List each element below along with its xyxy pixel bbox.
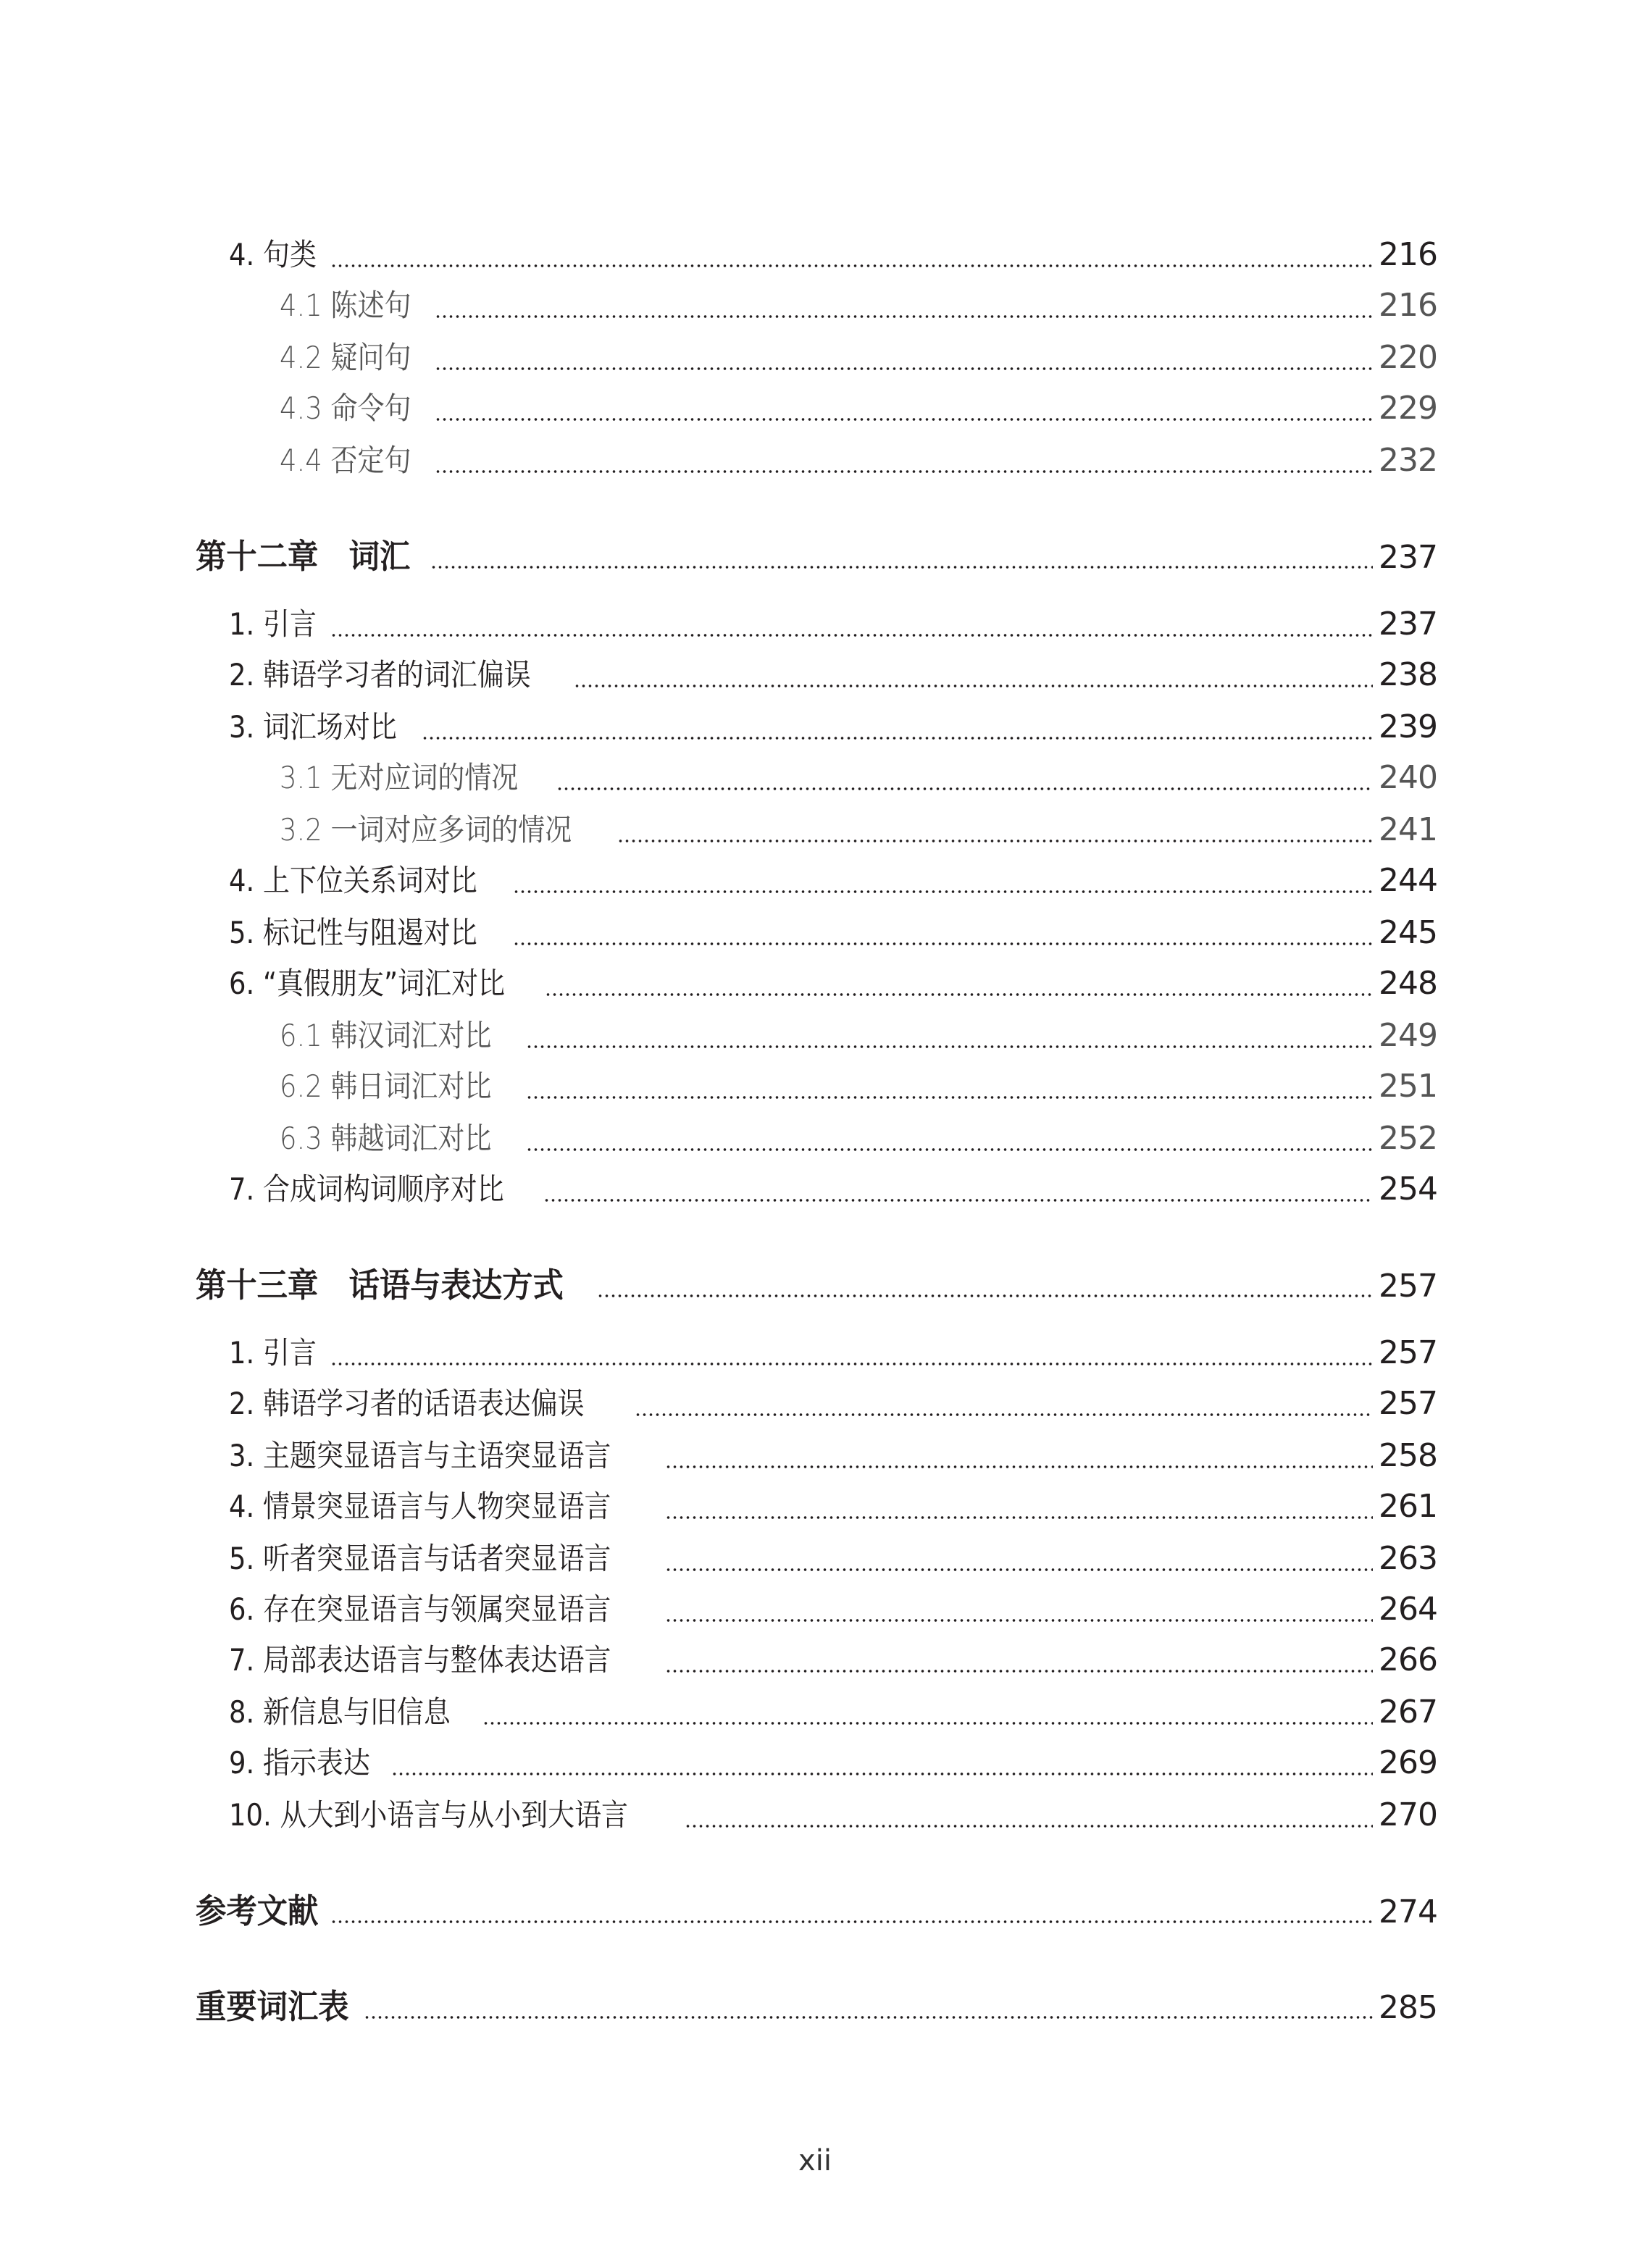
toc-entry-title: 5. 听者突显语言与话者突显语言: [229, 1541, 611, 1576]
toc-entry-page: 285: [1379, 1989, 1437, 2026]
toc-entry-title: 6. 存在突显语言与领属突显语言: [229, 1591, 611, 1627]
dot-leader: [526, 1147, 1373, 1152]
dot-leader: [574, 684, 1373, 688]
page-number: xii: [798, 2144, 832, 2177]
dot-leader: [665, 1669, 1373, 1673]
toc-chapter-entry[interactable]: [0, 535, 1437, 578]
dot-leader: [330, 1920, 1373, 1924]
dot-leader: [597, 1294, 1373, 1298]
toc-entry-title: 重要词汇表: [196, 1987, 349, 2026]
toc-entry-page: 257: [1379, 1385, 1437, 1422]
toc-entry-title: 1. 引言: [229, 1335, 317, 1371]
toc-entry-page: 239: [1379, 708, 1437, 745]
dot-leader: [513, 890, 1373, 894]
toc-entry[interactable]: [0, 756, 1437, 800]
toc-entry-title: 3.2 一词对应多词的情况: [280, 812, 572, 848]
toc-chapter-entry[interactable]: [0, 1263, 1437, 1307]
dot-leader: [330, 633, 1373, 637]
dot-leader: [685, 1824, 1373, 1828]
toc-entry-page: 237: [1379, 539, 1437, 576]
dot-leader: [665, 1515, 1373, 1520]
toc-entry-page: 269: [1379, 1744, 1437, 1781]
dot-leader: [435, 417, 1373, 422]
toc-entry-page: 232: [1379, 442, 1437, 479]
toc-entry-page: 267: [1379, 1694, 1437, 1731]
toc-entry[interactable]: [0, 336, 1437, 380]
toc-entry-page: 257: [1379, 1268, 1437, 1305]
toc-entry-page: 229: [1379, 390, 1437, 427]
toc-entry[interactable]: [0, 962, 1437, 1005]
toc-entry[interactable]: [0, 1014, 1437, 1058]
toc-entry-page: 251: [1379, 1068, 1437, 1105]
toc-entry[interactable]: [0, 1434, 1437, 1478]
toc-entry[interactable]: [0, 1537, 1437, 1581]
dot-leader: [665, 1465, 1373, 1469]
toc-entry-title: 2. 韩语学习者的词汇偏误: [229, 657, 531, 692]
toc-entry-title: 4. 上下位关系词对比: [229, 863, 477, 898]
toc-entry-title: 4. 句类: [229, 237, 317, 272]
toc-entry[interactable]: [0, 1382, 1437, 1426]
dot-leader: [391, 1772, 1373, 1776]
toc-entry[interactable]: [0, 1691, 1437, 1734]
toc-entry-page: 248: [1379, 965, 1437, 1002]
toc-entry-title: 4.4 否定句: [280, 443, 411, 478]
toc-entry[interactable]: [0, 439, 1437, 482]
toc-entry[interactable]: [0, 653, 1437, 697]
toc-chapter-entry[interactable]: [0, 1985, 1437, 2028]
toc-entry[interactable]: [0, 706, 1437, 749]
toc-entry-page: 240: [1379, 759, 1437, 796]
toc-entry-page: 216: [1379, 287, 1437, 324]
toc-entry[interactable]: [0, 1485, 1437, 1528]
toc-entry[interactable]: [0, 1117, 1437, 1160]
toc-entry[interactable]: [0, 1794, 1437, 1837]
dot-leader: [543, 1198, 1373, 1202]
toc-entry-page: 249: [1379, 1017, 1437, 1054]
toc-entry-title: 6.2 韩日词汇对比: [280, 1068, 492, 1104]
toc-entry-page: 261: [1379, 1488, 1437, 1525]
toc-entry[interactable]: [0, 859, 1437, 903]
toc-entry-page: 216: [1379, 236, 1437, 273]
toc-entry-title: 7. 局部表达语言与整体表达语言: [229, 1642, 611, 1678]
toc-entry-title: 5. 标记性与阻遏对比: [229, 915, 477, 950]
dot-leader: [556, 787, 1373, 791]
toc-entry[interactable]: [0, 808, 1437, 852]
toc-entry[interactable]: [0, 911, 1437, 955]
toc-entry-title: 第十二章 词汇: [196, 537, 411, 576]
toc-entry[interactable]: [0, 233, 1437, 277]
toc-entry-page: 237: [1379, 606, 1437, 643]
toc-entry-page: 258: [1379, 1437, 1437, 1474]
dot-leader: [422, 736, 1373, 740]
dot-leader: [526, 1045, 1373, 1049]
toc-entry-title: 10. 从大到小语言与从小到大语言: [229, 1797, 629, 1833]
toc-entry-title: 1. 引言: [229, 606, 317, 642]
toc-entry-title: 4. 情景突显语言与人物突显语言: [229, 1489, 611, 1524]
dot-leader: [665, 1568, 1373, 1572]
toc-entry-page: 238: [1379, 656, 1437, 693]
toc-entry-page: 241: [1379, 811, 1437, 848]
toc-entry[interactable]: [0, 1065, 1437, 1108]
toc-entry-title: 4.3 命令句: [280, 390, 411, 426]
dot-leader: [435, 314, 1373, 319]
toc-entry[interactable]: [0, 1331, 1437, 1375]
toc-entry[interactable]: [0, 1639, 1437, 1682]
toc-entry[interactable]: [0, 1741, 1437, 1785]
toc-entry[interactable]: [0, 603, 1437, 646]
toc-entry-title: 3.1 无对应词的情况: [280, 760, 519, 795]
toc-entry-page: 264: [1379, 1591, 1437, 1628]
toc-entry-title: 4.2 疑问句: [280, 340, 411, 375]
toc-entry-title: 6. “真假朋友”词汇对比: [229, 966, 505, 1001]
dot-leader: [617, 839, 1373, 843]
toc-entry-title: 参考文献: [196, 1891, 319, 1930]
toc-entry-page: 244: [1379, 862, 1437, 899]
toc-entry-title: 8. 新信息与旧信息: [229, 1694, 451, 1730]
toc-entry-title: 4.1 陈述句: [280, 288, 411, 323]
toc-entry-page: 266: [1379, 1641, 1437, 1678]
toc-entry-page: 220: [1379, 339, 1437, 376]
dot-leader: [635, 1413, 1373, 1417]
toc-entry-title: 3. 主题突显语言与主语突显语言: [229, 1438, 611, 1473]
dot-leader: [545, 992, 1373, 997]
dot-leader: [435, 367, 1373, 371]
toc-entry[interactable]: [0, 1168, 1437, 1211]
toc-entry-page: 254: [1379, 1171, 1437, 1208]
toc-entry-page: 274: [1379, 1894, 1437, 1930]
toc-chapter-entry[interactable]: [0, 1889, 1437, 1933]
dot-leader: [364, 2015, 1373, 2020]
toc-entry-title: 6.1 韩汉词汇对比: [280, 1018, 492, 1053]
toc-entry[interactable]: [0, 1588, 1437, 1631]
toc-entry-title: 第十三章 话语与表达方式: [196, 1265, 564, 1305]
toc-entry-title: 2. 韩语学习者的话语表达偏误: [229, 1386, 585, 1421]
toc-entry-title: 7. 合成词构词顺序对比: [229, 1171, 504, 1207]
toc-entry-page: 245: [1379, 914, 1437, 951]
toc-entry[interactable]: [0, 387, 1437, 430]
toc-entry-title: 3. 词汇场对比: [229, 709, 397, 745]
toc-entry-page: 270: [1379, 1796, 1437, 1833]
dot-leader: [665, 1618, 1373, 1623]
toc-entry-page: 252: [1379, 1120, 1437, 1157]
dot-leader: [513, 942, 1373, 946]
dot-leader: [330, 264, 1373, 268]
dot-leader: [526, 1095, 1373, 1100]
toc-entry[interactable]: [0, 284, 1437, 327]
toc-entry-title: 9. 指示表达: [229, 1745, 370, 1780]
toc-entry-page: 263: [1379, 1540, 1437, 1577]
dot-leader: [430, 565, 1373, 569]
toc-entry-page: 257: [1379, 1334, 1437, 1371]
dot-leader: [435, 469, 1373, 474]
toc-entry-title: 6.3 韩越词汇对比: [280, 1121, 492, 1156]
dot-leader: [482, 1721, 1373, 1725]
dot-leader: [330, 1362, 1373, 1366]
